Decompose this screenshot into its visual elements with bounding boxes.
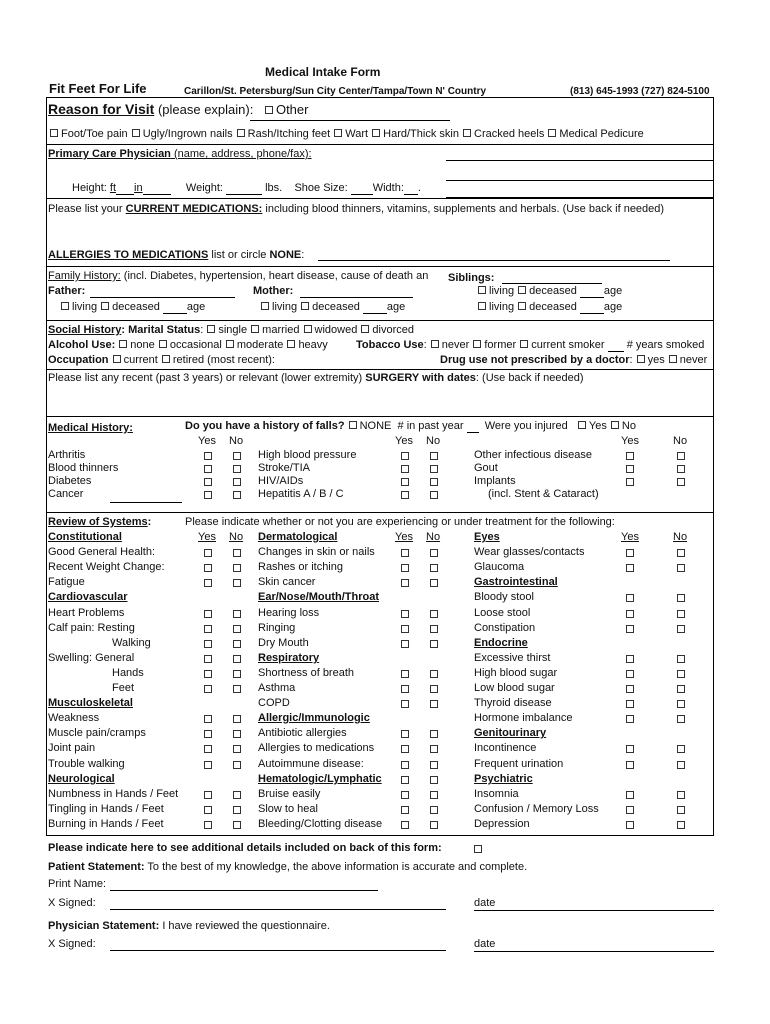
ros-item: Tingling in Hands / Feet	[48, 803, 164, 815]
ros-item: Allergies to medications	[258, 742, 375, 754]
no-checkbox[interactable]	[233, 549, 241, 557]
no-checkbox[interactable]	[430, 700, 438, 708]
practice-locations: Carillon/St. Petersburg/Sun City Center/Tampa/Town N' Country	[184, 86, 487, 97]
ros-item: Changes in skin or nails	[258, 546, 375, 558]
ros-item: Autoimmune disease:	[258, 758, 364, 770]
page-title: Medical Intake Form	[265, 65, 381, 79]
yes-checkbox[interactable]	[626, 715, 634, 723]
no-checkbox[interactable]	[677, 452, 685, 460]
ros-section-heading: Allergic/Immunologic	[258, 712, 370, 724]
reason-checkbox[interactable]	[463, 129, 471, 137]
no-checkbox[interactable]	[430, 640, 438, 648]
no-checkbox[interactable]	[677, 670, 685, 678]
ros-section-heading: Psychiatric	[474, 773, 533, 785]
no-checkbox[interactable]	[430, 685, 438, 693]
height-ft-field[interactable]	[116, 183, 134, 195]
reason-options: Foot/Toe pain Ugly/Ingrown nails Rash/Itching feet Wart Hard/Thick skin Cracked heels Medical Pedicure	[49, 128, 644, 141]
ros-section-heading: Endocrine	[474, 637, 528, 649]
ros-item: Burning in Hands / Feet	[48, 818, 164, 830]
yes-checkbox[interactable]	[204, 761, 212, 769]
reason-checkbox[interactable]	[334, 129, 342, 137]
no-checkbox[interactable]	[677, 715, 685, 723]
ros-section-heading: Ear/Nose/Mouth/Throat	[258, 591, 380, 603]
no-checkbox[interactable]	[677, 465, 685, 473]
yes-checkbox[interactable]	[626, 791, 634, 799]
yes-header: Yes	[621, 531, 639, 543]
no-checkbox[interactable]	[430, 745, 438, 753]
yes-checkbox[interactable]	[626, 478, 634, 486]
no-checkbox[interactable]	[233, 761, 241, 769]
yes-header: Yes	[198, 435, 216, 447]
patient-signed-label: X Signed:	[48, 897, 96, 909]
no-checkbox[interactable]	[677, 478, 685, 486]
no-checkbox[interactable]	[677, 564, 685, 572]
father-status: living deceased age	[60, 301, 205, 314]
ros-item: Frequent urination	[474, 758, 564, 770]
mother-status: living deceased age	[260, 301, 405, 314]
reason-checkbox[interactable]	[548, 129, 556, 137]
yes-checkbox[interactable]	[204, 745, 212, 753]
medical-condition: Blood thinners	[48, 462, 119, 474]
yes-header: Yes	[395, 435, 413, 447]
ros-item: Skin cancer	[258, 576, 316, 588]
yes-checkbox[interactable]	[401, 806, 409, 814]
ros-instruction: Please indicate whether or not you are experiencing or under treatment for the following:	[185, 516, 615, 528]
no-checkbox[interactable]	[677, 745, 685, 753]
no-checkbox[interactable]	[677, 655, 685, 663]
yes-checkbox[interactable]	[204, 564, 212, 572]
yes-checkbox[interactable]	[204, 715, 212, 723]
medical-condition: Stroke/TIA	[258, 462, 310, 474]
yes-checkbox[interactable]	[204, 791, 212, 799]
ros-item: Incontinence	[474, 742, 537, 754]
no-checkbox[interactable]	[233, 685, 241, 693]
practice-phones: (813) 645-1993 (727) 824-5100	[570, 86, 710, 97]
ros-item: Dry Mouth	[258, 637, 309, 649]
ros-section-heading: Gastrointestinal	[474, 576, 558, 588]
ros-section-heading: Respiratory	[258, 652, 320, 664]
ros-item: Weakness	[48, 712, 100, 724]
no-checkbox[interactable]	[233, 478, 241, 486]
allergies-row: ALLERGIES TO MEDICATIONS list or circle NONE:	[48, 249, 305, 261]
yes-checkbox[interactable]	[401, 640, 409, 648]
no-checkbox[interactable]	[430, 478, 438, 486]
measurements-row: Height: ft in Weight: lbs. Shoe Size: Width: .	[72, 182, 421, 194]
ros-item: Calf pain: Resting	[48, 622, 135, 634]
ros-item: Insomnia	[474, 788, 519, 800]
no-checkbox[interactable]	[677, 625, 685, 633]
ros-item: COPD	[258, 697, 290, 709]
family-row: Family History: (incl. Diabetes, hypertension, heart disease, cause of death an	[48, 270, 429, 282]
yes-header: Yes	[395, 531, 413, 543]
no-header: No	[673, 435, 688, 447]
no-checkbox[interactable]	[430, 761, 438, 769]
reason-checkbox[interactable]	[50, 129, 58, 137]
ros-section-heading: Hematologic/Lymphatic	[258, 773, 382, 785]
medical-condition: Other infectious disease	[474, 449, 593, 461]
ros-item: Good General Health:	[48, 546, 156, 558]
yes-checkbox[interactable]	[401, 791, 409, 799]
yes-checkbox[interactable]	[204, 579, 212, 587]
siblings-label: Siblings:	[448, 272, 495, 284]
ros-item: Joint pain	[48, 742, 96, 754]
yes-checkbox[interactable]	[626, 452, 634, 460]
yes-checkbox[interactable]	[626, 685, 634, 693]
yes-checkbox[interactable]	[204, 478, 212, 486]
ros-section-heading: Dermatological	[258, 531, 338, 543]
ros-item: Hands	[112, 667, 144, 679]
yes-checkbox[interactable]	[204, 685, 212, 693]
tobacco-row: Tobacco Use: never former current smoker # years smoked	[356, 339, 705, 351]
yes-checkbox[interactable]	[401, 452, 409, 460]
yes-checkbox[interactable]	[626, 655, 634, 663]
yes-checkbox[interactable]	[626, 465, 634, 473]
ros-label: Review of Systems	[48, 516, 148, 528]
yes-checkbox[interactable]	[204, 625, 212, 633]
ros-item: Trouble walking	[48, 758, 125, 770]
no-header: No	[673, 531, 688, 543]
no-checkbox[interactable]	[233, 655, 241, 663]
yes-checkbox[interactable]	[401, 625, 409, 633]
physician-statement: Physician Statement: I have reviewed the questionnaire.	[48, 920, 330, 932]
no-checkbox[interactable]	[233, 625, 241, 633]
sibling-status-2: living deceased age	[477, 301, 622, 314]
yes-checkbox[interactable]	[204, 806, 212, 814]
medications-row: Please list your CURRENT MEDICATIONS: including blood thinners, vitamins, supplements and herbals. (Use back if needed)	[48, 203, 665, 215]
ros-section-heading: Constitutional	[48, 531, 122, 543]
ros-item: Numbness in Hands / Feet	[48, 788, 179, 800]
ros-item: Excessive thirst	[474, 652, 551, 664]
ros-section-heading: Genitourinary	[474, 727, 547, 739]
no-checkbox[interactable]	[430, 564, 438, 572]
shoe-size-field[interactable]	[351, 183, 373, 195]
no-checkbox[interactable]	[430, 549, 438, 557]
no-checkbox[interactable]	[430, 579, 438, 587]
additional-details-label: Please indicate here to see additional details included on back of this form:	[48, 842, 442, 854]
medical-condition: Cancer	[48, 488, 84, 500]
patient-statement: Patient Statement: To the best of my knowledge, the above information is accurate and complete.	[48, 861, 528, 873]
yes-header: Yes	[198, 531, 216, 543]
no-header: No	[229, 435, 244, 447]
father-label: Father:	[48, 285, 86, 297]
yes-checkbox[interactable]	[401, 564, 409, 572]
yes-checkbox[interactable]	[626, 564, 634, 572]
no-checkbox[interactable]	[677, 594, 685, 602]
ros-section-heading: Eyes	[474, 531, 500, 543]
reason-checkbox[interactable]	[132, 129, 140, 137]
no-checkbox[interactable]	[233, 791, 241, 799]
ros-item: Asthma	[258, 682, 296, 694]
ros-item: Feet	[112, 682, 135, 694]
no-checkbox[interactable]	[430, 465, 438, 473]
no-checkbox[interactable]	[430, 730, 438, 738]
yes-checkbox[interactable]	[626, 806, 634, 814]
ros-item: Antibiotic allergies	[258, 727, 347, 739]
ros-item: Walking	[112, 637, 151, 649]
yes-checkbox[interactable]	[401, 579, 409, 587]
ros-item: High blood sugar	[474, 667, 558, 679]
yes-checkbox[interactable]	[626, 821, 634, 829]
yes-checkbox[interactable]	[204, 465, 212, 473]
no-checkbox[interactable]	[677, 791, 685, 799]
yes-checkbox[interactable]	[401, 685, 409, 693]
no-header: No	[426, 435, 441, 447]
no-checkbox[interactable]	[430, 452, 438, 460]
no-checkbox[interactable]	[677, 700, 685, 708]
no-checkbox[interactable]	[233, 640, 241, 648]
patient-signature-field[interactable]	[110, 909, 446, 910]
yes-checkbox[interactable]	[401, 730, 409, 738]
yes-checkbox[interactable]	[626, 745, 634, 753]
practice-name: Fit Feet For Life	[49, 81, 147, 96]
no-checkbox[interactable]	[430, 776, 438, 784]
ros-item: Swelling: General	[48, 652, 135, 664]
ros-item: Heart Problems	[48, 607, 125, 619]
yes-checkbox[interactable]	[204, 655, 212, 663]
social-label: Social History	[48, 324, 122, 336]
alcohol-row: Alcohol Use: none occasional moderate heavy	[48, 339, 328, 351]
weight-field[interactable]	[226, 183, 262, 195]
ros-item: Thyroid disease	[474, 697, 552, 709]
patient-date-label: date	[474, 897, 496, 909]
medications-label: CURRENT MEDICATIONS:	[125, 203, 263, 215]
reason-other-label: Other	[275, 102, 309, 117]
ros-item: Hormone imbalance	[474, 712, 573, 724]
no-checkbox[interactable]	[677, 821, 685, 829]
yes-checkbox[interactable]	[204, 452, 212, 460]
yes-checkbox[interactable]	[401, 776, 409, 784]
ros-item: Confusion / Memory Loss	[474, 803, 599, 815]
medical-condition: Implants	[474, 475, 516, 487]
no-checkbox[interactable]	[677, 549, 685, 557]
yes-checkbox[interactable]	[626, 761, 634, 769]
no-checkbox[interactable]	[233, 821, 241, 829]
medical-condition: Hepatitis A / B / C	[258, 488, 344, 500]
reason-label: Reason for Visit	[48, 101, 155, 117]
ros-item: Fatigue	[48, 576, 85, 588]
reason-other-checkbox[interactable]	[265, 106, 273, 114]
sibling-status-1: living deceased age	[477, 285, 622, 298]
yes-checkbox[interactable]	[626, 670, 634, 678]
medical-condition: Gout	[474, 462, 498, 474]
ros-item: Hearing loss	[258, 607, 320, 619]
yes-checkbox[interactable]	[626, 549, 634, 557]
yes-checkbox[interactable]	[204, 670, 212, 678]
surgery-label: SURGERY with dates	[365, 372, 476, 384]
ros-item: Slow to heal	[258, 803, 318, 815]
ros-item: Bruise easily	[258, 788, 321, 800]
width-field[interactable]	[404, 183, 418, 195]
no-header: No	[229, 531, 244, 543]
yes-checkbox[interactable]	[401, 478, 409, 486]
patient-date-field[interactable]	[474, 910, 714, 911]
height-in-field[interactable]	[143, 183, 171, 195]
yes-checkbox[interactable]	[626, 700, 634, 708]
pcp-label: Primary Care Physician	[48, 148, 171, 160]
ros-item: Muscle pain/cramps	[48, 727, 146, 739]
no-checkbox[interactable]	[430, 610, 438, 618]
no-checkbox[interactable]	[233, 670, 241, 678]
medical-condition: Arthritis	[48, 449, 86, 461]
surgery-row: Please list any recent (past 3 years) or relevant (lower extremity) SURGERY with dates: (Use back if needed)	[48, 372, 584, 384]
yes-checkbox[interactable]	[204, 821, 212, 829]
ros-item: Wear glasses/contacts	[474, 546, 585, 558]
no-checkbox[interactable]	[430, 491, 438, 499]
ros-item: Constipation	[474, 622, 536, 634]
medical-condition: High blood pressure	[258, 449, 357, 461]
no-checkbox[interactable]	[233, 452, 241, 460]
medical-condition: HIV/AIDs	[258, 475, 304, 487]
physician-signature-field[interactable]	[110, 950, 446, 951]
occupation-row: Occupation current retired (most recent):	[48, 354, 275, 366]
ros-item: Glaucoma	[474, 561, 525, 573]
yes-checkbox[interactable]	[204, 640, 212, 648]
yes-checkbox[interactable]	[204, 491, 212, 499]
no-checkbox[interactable]	[233, 610, 241, 618]
ros-item: Bloody stool	[474, 591, 534, 603]
no-checkbox[interactable]	[430, 821, 438, 829]
yes-checkbox[interactable]	[401, 761, 409, 769]
no-checkbox[interactable]	[233, 579, 241, 587]
no-checkbox[interactable]	[430, 791, 438, 799]
no-checkbox[interactable]	[233, 715, 241, 723]
no-checkbox[interactable]	[233, 491, 241, 499]
no-checkbox[interactable]	[430, 670, 438, 678]
ros-header: Review of Systems:	[48, 516, 152, 528]
ros-section-heading: Musculoskeletal	[48, 697, 133, 709]
yes-checkbox[interactable]	[626, 594, 634, 602]
no-checkbox[interactable]	[233, 730, 241, 738]
yes-checkbox[interactable]	[204, 549, 212, 557]
ros-section-heading: Neurological	[48, 773, 115, 785]
yes-checkbox[interactable]	[401, 700, 409, 708]
falls-row: Do you have a history of falls? NONE # in past year Were you injured Yes No	[185, 420, 636, 432]
yes-header: Yes	[621, 435, 639, 447]
ros-item: Rashes or itching	[258, 561, 343, 573]
yes-checkbox[interactable]	[401, 821, 409, 829]
reason-checkbox[interactable]	[237, 129, 245, 137]
allergies-label: ALLERGIES TO MEDICATIONS	[48, 249, 209, 261]
no-checkbox[interactable]	[233, 745, 241, 753]
yes-checkbox[interactable]	[401, 745, 409, 753]
no-checkbox[interactable]	[677, 685, 685, 693]
no-checkbox[interactable]	[677, 610, 685, 618]
yes-checkbox[interactable]	[401, 465, 409, 473]
no-header: No	[426, 531, 441, 543]
reason-row: Reason for Visit (please explain): Other	[48, 101, 309, 117]
physician-signed-label: X Signed:	[48, 938, 96, 950]
yes-checkbox[interactable]	[626, 625, 634, 633]
reason-checkbox[interactable]	[372, 129, 380, 137]
pcp-row: Primary Care Physician (name, address, phone/fax):	[48, 148, 312, 160]
print-name-label: Print Name:	[48, 878, 107, 890]
medical-condition: Diabetes	[48, 475, 92, 487]
ros-item: Shortness of breath	[258, 667, 355, 679]
yes-checkbox[interactable]	[401, 491, 409, 499]
yes-checkbox[interactable]	[401, 610, 409, 618]
physician-date-label: date	[474, 938, 496, 950]
ros-item: Loose stool	[474, 607, 531, 619]
no-checkbox[interactable]	[677, 761, 685, 769]
medical-history-label: Medical History:	[48, 422, 133, 434]
marital-row: Social History: Marital Status: single married widowed divorced	[48, 324, 414, 336]
yes-checkbox[interactable]	[204, 610, 212, 618]
yes-checkbox[interactable]	[626, 610, 634, 618]
physician-date-field[interactable]	[474, 951, 714, 952]
no-checkbox[interactable]	[677, 806, 685, 814]
yes-checkbox[interactable]	[401, 670, 409, 678]
no-checkbox[interactable]	[233, 564, 241, 572]
ros-item: Low blood sugar	[474, 682, 555, 694]
no-checkbox[interactable]	[233, 465, 241, 473]
ros-item: Recent Weight Change:	[48, 561, 165, 573]
ros-item: Bleeding/Clotting disease	[258, 818, 383, 830]
no-checkbox[interactable]	[430, 806, 438, 814]
yes-checkbox[interactable]	[401, 549, 409, 557]
ros-item: Ringing	[258, 622, 296, 634]
drug-row: Drug use not prescribed by a doctor: yes never	[440, 354, 708, 366]
print-name-field[interactable]	[110, 890, 378, 891]
mother-label: Mother:	[253, 285, 294, 297]
ros-item: Depression	[474, 818, 530, 830]
ros-section-heading: Cardiovascular	[48, 591, 128, 603]
medical-condition: (incl. Stent & Cataract)	[488, 488, 599, 500]
family-label: Family History:	[48, 270, 121, 282]
yes-checkbox[interactable]	[204, 730, 212, 738]
no-checkbox[interactable]	[233, 806, 241, 814]
additional-details-checkbox[interactable]	[474, 845, 482, 853]
no-checkbox[interactable]	[430, 625, 438, 633]
